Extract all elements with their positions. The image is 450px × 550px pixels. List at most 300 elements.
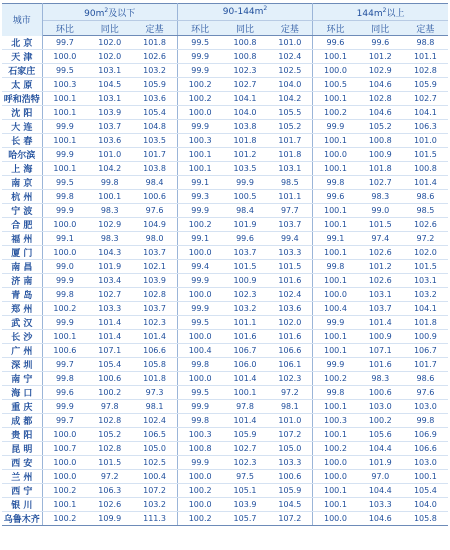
value-cell: 105.4 [132, 105, 177, 119]
value-cell: 102.6 [132, 49, 177, 63]
value-cell: 99.7 [42, 413, 87, 427]
value-cell: 105.2 [87, 427, 132, 441]
value-cell: 97.2 [87, 469, 132, 483]
value-cell: 100.3 [177, 133, 222, 147]
value-cell: 106.3 [87, 483, 132, 497]
sub-header-mom: 环比 [177, 21, 222, 36]
value-cell: 106.0 [222, 357, 267, 371]
value-cell: 97.4 [358, 231, 403, 245]
value-cell: 99.9 [313, 315, 358, 329]
city-cell: 沈 阳 [2, 105, 42, 119]
value-cell: 100.8 [403, 161, 448, 175]
value-cell: 102.3 [268, 371, 313, 385]
table-row [2, 63, 448, 77]
city-cell: 北 京 [2, 36, 42, 50]
table-row [2, 203, 448, 217]
value-cell: 102.6 [403, 217, 448, 231]
value-cell: 100.1 [313, 343, 358, 357]
value-cell: 99.8 [42, 189, 87, 203]
value-cell: 107.1 [358, 343, 403, 357]
value-cell: 103.3 [268, 245, 313, 259]
value-cell: 105.8 [403, 511, 448, 525]
table-row [2, 133, 448, 147]
value-cell: 103.7 [358, 301, 403, 315]
value-cell: 100.3 [177, 427, 222, 441]
value-cell: 106.1 [268, 357, 313, 371]
sub-header-base: 定基 [132, 21, 177, 36]
value-cell: 101.7 [403, 357, 448, 371]
table-header [2, 4, 448, 36]
city-cell: 西 安 [2, 455, 42, 469]
group-header-large: $144m^2$以上 [313, 4, 448, 21]
city-cell: 深 圳 [2, 357, 42, 371]
value-cell: 99.5 [177, 36, 222, 50]
value-cell: 99.9 [313, 119, 358, 133]
value-cell: 99.4 [177, 259, 222, 273]
value-cell: 105.8 [132, 357, 177, 371]
value-cell: 100.9 [222, 273, 267, 287]
city-cell: 福 州 [2, 231, 42, 245]
value-cell: 98.1 [132, 399, 177, 413]
city-cell: 长 春 [2, 133, 42, 147]
price-index-table-container [2, 3, 448, 526]
value-cell: 100.9 [403, 329, 448, 343]
value-cell: 100.5 [313, 77, 358, 91]
value-cell: 102.7 [222, 441, 267, 455]
value-cell: 102.0 [87, 36, 132, 50]
value-cell: 103.3 [358, 497, 403, 511]
value-cell: 106.6 [132, 343, 177, 357]
value-cell: 101.6 [268, 329, 313, 343]
table-row [2, 231, 448, 245]
value-cell: 98.6 [403, 371, 448, 385]
value-cell: 101.6 [358, 357, 403, 371]
city-cell: 武 汉 [2, 315, 42, 329]
value-cell: 103.2 [132, 497, 177, 511]
value-cell: 99.8 [403, 413, 448, 427]
value-cell: 101.4 [87, 315, 132, 329]
value-cell: 105.9 [268, 483, 313, 497]
value-cell: 100.0 [313, 63, 358, 77]
value-cell: 100.1 [313, 427, 358, 441]
city-cell: 贵 阳 [2, 427, 42, 441]
value-cell: 102.6 [358, 245, 403, 259]
table-row [2, 455, 448, 469]
value-cell: 101.6 [268, 273, 313, 287]
city-cell: 南 京 [2, 175, 42, 189]
value-cell: 100.2 [177, 77, 222, 91]
value-cell: 100.7 [42, 441, 87, 455]
value-cell: 103.0 [358, 399, 403, 413]
value-cell: 102.6 [358, 273, 403, 287]
city-cell: 兰 州 [2, 469, 42, 483]
table-row [2, 413, 448, 427]
value-cell: 103.7 [222, 245, 267, 259]
value-cell: 101.0 [87, 147, 132, 161]
value-cell: 103.1 [268, 161, 313, 175]
value-cell: 100.2 [313, 105, 358, 119]
value-cell: 100.9 [358, 329, 403, 343]
value-cell: 100.5 [222, 189, 267, 203]
table-row [2, 469, 448, 483]
city-cell: 宁 波 [2, 203, 42, 217]
value-cell: 102.7 [403, 91, 448, 105]
value-cell: 100.3 [42, 77, 87, 91]
sub-header-yoy: 同比 [358, 21, 403, 36]
value-cell: 106.5 [132, 427, 177, 441]
value-cell: 102.3 [132, 315, 177, 329]
value-cell: 100.2 [177, 511, 222, 525]
value-cell: 101.4 [222, 371, 267, 385]
value-cell: 102.8 [403, 63, 448, 77]
value-cell: 101.0 [268, 413, 313, 427]
value-cell: 101.9 [222, 217, 267, 231]
value-cell: 101.4 [87, 329, 132, 343]
city-cell: 济 南 [2, 273, 42, 287]
city-cell: 南 昌 [2, 259, 42, 273]
value-cell: 104.2 [268, 91, 313, 105]
value-cell: 101.4 [222, 413, 267, 427]
value-cell: 99.8 [42, 371, 87, 385]
value-cell: 100.2 [177, 91, 222, 105]
city-cell: 广 州 [2, 343, 42, 357]
value-cell: 100.0 [42, 245, 87, 259]
value-cell: 98.3 [87, 231, 132, 245]
city-cell: 乌鲁木齐 [2, 511, 42, 525]
value-cell: 99.0 [42, 259, 87, 273]
table-row [2, 329, 448, 343]
value-cell: 103.2 [403, 287, 448, 301]
value-cell: 97.6 [132, 203, 177, 217]
sub-header-yoy: 同比 [87, 21, 132, 36]
table-row [2, 399, 448, 413]
value-cell: 103.4 [87, 273, 132, 287]
value-cell: 102.8 [132, 287, 177, 301]
value-cell: 100.6 [87, 371, 132, 385]
table-row [2, 343, 448, 357]
value-cell: 97.7 [268, 203, 313, 217]
value-cell: 97.2 [403, 231, 448, 245]
value-cell: 100.1 [313, 203, 358, 217]
value-cell: 106.9 [403, 427, 448, 441]
value-cell: 105.9 [403, 77, 448, 91]
value-cell: 106.6 [268, 343, 313, 357]
value-cell: 99.9 [177, 203, 222, 217]
value-cell: 101.7 [268, 133, 313, 147]
value-cell: 100.6 [42, 343, 87, 357]
value-cell: 99.9 [177, 63, 222, 77]
table-row [2, 511, 448, 525]
value-cell: 105.0 [268, 441, 313, 455]
value-cell: 100.0 [177, 497, 222, 511]
value-cell: 100.2 [42, 301, 87, 315]
table-row [2, 441, 448, 455]
value-cell: 104.9 [132, 217, 177, 231]
value-cell: 100.8 [222, 36, 267, 50]
table-row [2, 497, 448, 511]
value-cell: 101.8 [132, 371, 177, 385]
value-cell: 104.6 [358, 105, 403, 119]
value-cell: 100.2 [87, 385, 132, 399]
value-cell: 103.1 [87, 91, 132, 105]
value-cell: 102.5 [268, 63, 313, 77]
value-cell: 101.5 [403, 259, 448, 273]
value-cell: 103.0 [403, 399, 448, 413]
value-cell: 100.1 [42, 161, 87, 175]
value-cell: 104.4 [358, 483, 403, 497]
value-cell: 99.8 [177, 357, 222, 371]
value-cell: 104.1 [222, 91, 267, 105]
value-cell: 100.0 [42, 427, 87, 441]
value-cell: 102.3 [222, 287, 267, 301]
value-cell: 109.9 [87, 511, 132, 525]
value-cell: 100.1 [313, 49, 358, 63]
value-cell: 102.0 [268, 315, 313, 329]
table-row [2, 357, 448, 371]
value-cell: 101.8 [403, 315, 448, 329]
value-cell: 102.3 [222, 455, 267, 469]
value-cell: 100.2 [177, 217, 222, 231]
value-cell: 103.8 [132, 161, 177, 175]
city-cell: 重 庆 [2, 399, 42, 413]
value-cell: 101.7 [132, 147, 177, 161]
value-cell: 100.4 [132, 469, 177, 483]
value-cell: 99.6 [358, 36, 403, 50]
value-cell: 100.2 [313, 441, 358, 455]
city-cell: 太 原 [2, 77, 42, 91]
value-cell: 98.3 [358, 189, 403, 203]
value-cell: 104.3 [87, 245, 132, 259]
value-cell: 99.1 [313, 231, 358, 245]
value-cell: 98.5 [403, 203, 448, 217]
value-cell: 106.3 [403, 119, 448, 133]
value-cell: 101.2 [358, 259, 403, 273]
value-cell: 99.1 [177, 175, 222, 189]
value-cell: 103.6 [268, 301, 313, 315]
value-cell: 105.2 [268, 119, 313, 133]
city-cell: 昆 明 [2, 441, 42, 455]
value-cell: 101.5 [358, 217, 403, 231]
value-cell: 103.2 [132, 63, 177, 77]
value-cell: 102.9 [87, 217, 132, 231]
value-cell: 103.9 [222, 497, 267, 511]
value-cell: 97.8 [87, 399, 132, 413]
value-cell: 107.2 [132, 483, 177, 497]
value-cell: 105.2 [358, 119, 403, 133]
value-cell: 98.4 [132, 175, 177, 189]
value-cell: 99.9 [42, 119, 87, 133]
table-row [2, 245, 448, 259]
value-cell: 100.1 [403, 469, 448, 483]
value-cell: 101.8 [222, 133, 267, 147]
value-cell: 101.5 [87, 455, 132, 469]
value-cell: 105.5 [268, 105, 313, 119]
value-cell: 97.0 [358, 469, 403, 483]
value-cell: 98.6 [403, 189, 448, 203]
value-cell: 104.6 [358, 77, 403, 91]
value-cell: 103.5 [132, 133, 177, 147]
value-cell: 104.5 [87, 77, 132, 91]
table-row [2, 427, 448, 441]
value-cell: 102.0 [403, 245, 448, 259]
value-cell: 100.0 [42, 469, 87, 483]
value-cell: 97.6 [403, 385, 448, 399]
city-cell: 上 海 [2, 161, 42, 175]
value-cell: 100.1 [313, 91, 358, 105]
value-cell: 101.6 [222, 329, 267, 343]
value-cell: 99.8 [313, 385, 358, 399]
value-cell: 103.1 [87, 63, 132, 77]
value-cell: 100.1 [42, 133, 87, 147]
value-cell: 97.3 [132, 385, 177, 399]
group-header-medium: $90-144m^2$ [177, 4, 312, 21]
value-cell: 100.1 [313, 399, 358, 413]
value-cell: 99.1 [177, 231, 222, 245]
value-cell: 99.9 [177, 399, 222, 413]
value-cell: 100.0 [177, 469, 222, 483]
value-cell: 103.6 [87, 133, 132, 147]
value-cell: 98.1 [268, 399, 313, 413]
value-cell: 103.7 [268, 217, 313, 231]
value-cell: 105.7 [222, 511, 267, 525]
value-cell: 104.0 [268, 77, 313, 91]
value-cell: 102.8 [358, 91, 403, 105]
value-cell: 99.8 [87, 175, 132, 189]
value-cell: 97.8 [222, 399, 267, 413]
value-cell: 99.0 [358, 203, 403, 217]
value-cell: 97.5 [222, 469, 267, 483]
table-row [2, 483, 448, 497]
value-cell: 99.8 [313, 259, 358, 273]
value-cell: 103.3 [268, 455, 313, 469]
value-cell: 104.1 [403, 105, 448, 119]
table-row [2, 175, 448, 189]
value-cell: 100.0 [177, 245, 222, 259]
value-cell: 102.4 [132, 413, 177, 427]
value-cell: 99.9 [177, 455, 222, 469]
value-cell: 105.6 [358, 427, 403, 441]
city-cell: 海 口 [2, 385, 42, 399]
value-cell: 99.9 [313, 357, 358, 371]
value-cell: 99.9 [42, 273, 87, 287]
value-cell: 101.1 [222, 315, 267, 329]
value-cell: 106.7 [222, 343, 267, 357]
value-cell: 100.8 [358, 133, 403, 147]
value-cell: 99.9 [42, 399, 87, 413]
value-cell: 103.1 [403, 273, 448, 287]
value-cell: 102.8 [87, 441, 132, 455]
city-cell: 郑 州 [2, 301, 42, 315]
sub-header-mom: 环比 [313, 21, 358, 36]
value-cell: 100.2 [42, 483, 87, 497]
value-cell: 99.9 [177, 301, 222, 315]
value-cell: 100.2 [177, 483, 222, 497]
value-cell: 97.2 [268, 385, 313, 399]
value-cell: 100.1 [177, 147, 222, 161]
value-cell: 101.0 [268, 36, 313, 50]
sub-header-base: 定基 [403, 21, 448, 36]
value-cell: 99.6 [222, 231, 267, 245]
value-cell: 103.7 [132, 245, 177, 259]
value-cell: 102.9 [358, 63, 403, 77]
value-cell: 99.8 [177, 413, 222, 427]
value-cell: 106.6 [403, 441, 448, 455]
value-cell: 105.9 [222, 427, 267, 441]
value-cell: 98.0 [132, 231, 177, 245]
value-cell: 105.4 [403, 483, 448, 497]
value-cell: 99.5 [177, 385, 222, 399]
value-cell: 103.3 [87, 301, 132, 315]
table-row [2, 385, 448, 399]
city-cell: 合 肥 [2, 217, 42, 231]
value-cell: 103.1 [358, 287, 403, 301]
value-cell: 101.5 [268, 259, 313, 273]
value-cell: 104.0 [403, 497, 448, 511]
value-cell: 101.4 [403, 175, 448, 189]
value-cell: 102.6 [87, 497, 132, 511]
city-column-header: 城市 [2, 4, 42, 36]
sub-header-mom: 环比 [42, 21, 87, 36]
city-cell: 厦 门 [2, 245, 42, 259]
city-cell: 大 连 [2, 119, 42, 133]
value-cell: 103.8 [222, 119, 267, 133]
value-cell: 100.0 [42, 455, 87, 469]
value-cell: 100.1 [42, 105, 87, 119]
value-cell: 100.4 [177, 343, 222, 357]
value-cell: 100.1 [313, 483, 358, 497]
value-cell: 98.4 [222, 203, 267, 217]
value-cell: 99.9 [177, 273, 222, 287]
table-row [2, 49, 448, 63]
value-cell: 100.1 [313, 329, 358, 343]
price-index-table [2, 3, 448, 526]
value-cell: 103.7 [132, 301, 177, 315]
value-cell: 100.1 [42, 497, 87, 511]
city-cell: 成 都 [2, 413, 42, 427]
value-cell: 100.1 [313, 133, 358, 147]
value-cell: 103.2 [222, 301, 267, 315]
city-cell: 呼和浩特 [2, 91, 42, 105]
value-cell: 98.3 [87, 203, 132, 217]
value-cell: 100.0 [177, 371, 222, 385]
value-cell: 104.0 [222, 105, 267, 119]
table-body [2, 36, 448, 526]
value-cell: 100.3 [313, 413, 358, 427]
value-cell: 98.5 [268, 175, 313, 189]
value-cell: 99.5 [42, 63, 87, 77]
value-cell: 100.8 [177, 441, 222, 455]
value-cell: 100.1 [313, 273, 358, 287]
value-cell: 102.7 [87, 287, 132, 301]
value-cell: 100.6 [268, 469, 313, 483]
value-cell: 105.4 [87, 357, 132, 371]
table-row [2, 315, 448, 329]
value-cell: 101.0 [403, 133, 448, 147]
table-row [2, 119, 448, 133]
value-cell: 104.4 [358, 441, 403, 455]
value-cell: 100.1 [313, 497, 358, 511]
value-cell: 99.9 [177, 119, 222, 133]
value-cell: 100.0 [42, 49, 87, 63]
value-cell: 100.1 [313, 245, 358, 259]
value-cell: 102.3 [222, 63, 267, 77]
value-cell: 100.0 [313, 147, 358, 161]
value-cell: 99.3 [177, 189, 222, 203]
value-cell: 100.1 [222, 385, 267, 399]
value-cell: 101.1 [268, 189, 313, 203]
value-cell: 107.2 [268, 427, 313, 441]
value-cell: 100.9 [358, 147, 403, 161]
